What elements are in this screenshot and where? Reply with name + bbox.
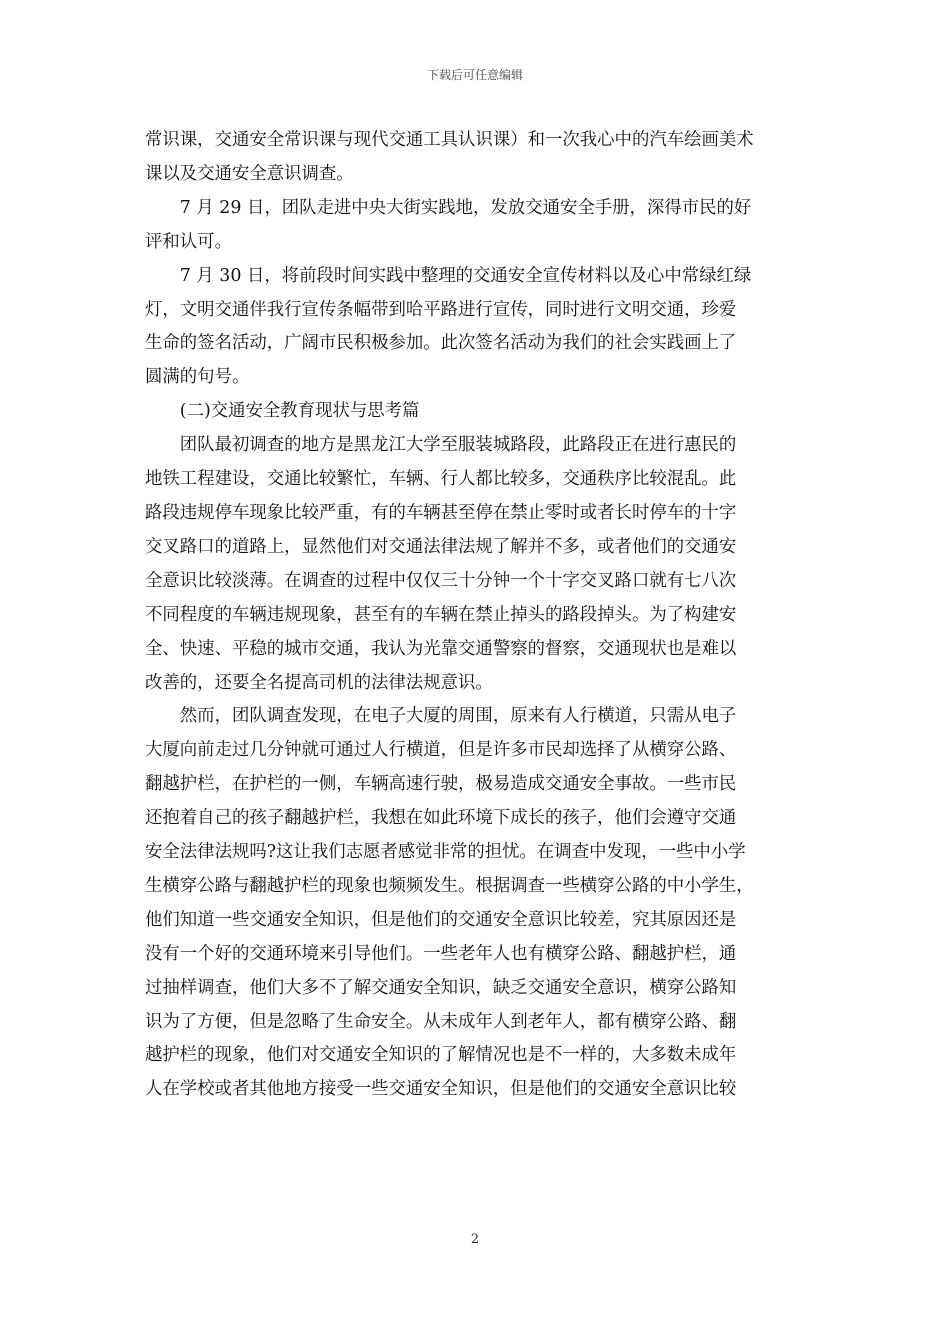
header-note: 下载后可任意编辑	[426, 68, 523, 82]
text-line: 地铁工程建设，交通比较繁忙，车辆、行人都比较多，交通秩序比较混乱。此	[145, 469, 737, 490]
text-line: 翻越护栏，在护栏的一侧，车辆高速行驶，极易造成交通安全事故。一些市民	[145, 774, 737, 795]
text-line: 7 月 29 日，团队走进中央大街实践地，发放交通安全手册，深得市民的好	[145, 197, 752, 218]
paragraph	[145, 260, 807, 396]
text-line: 安全法律法规吗?这让我们志愿者感觉非常的担忧。在调查中发现，一些中小学	[145, 842, 746, 863]
paragraph	[145, 700, 807, 1107]
text-line: 越护栏的现象，他们对交通安全知识的了解情况也是不一样的，大多数未成年	[145, 1045, 737, 1066]
text-line: 圆满的句号。	[145, 367, 250, 388]
text-line: 全、快速、平稳的城市交通，我认为光靠交通警察的督察，交通现状也是难以	[145, 638, 737, 659]
text-line: 团队最初调查的地方是黑龙江大学至服装城路段，此路段正在进行惠民的	[145, 435, 737, 456]
paragraph	[145, 395, 807, 429]
text-line: 评和认可。	[145, 231, 232, 252]
paragraph	[145, 124, 807, 192]
text-line: 交叉路口的道路上，显然他们对交通法律法规了解并不多，或者他们的交通安	[145, 536, 737, 557]
text-line: 生命的签名活动，广阔市民积极参加。此次签名活动为我们的社会实践画上了	[145, 333, 737, 354]
text-line: 识为了方便，但是忽略了生命安全。从未成年人到老年人，都有横穿公路、翻	[145, 1011, 737, 1032]
text-line: 不同程度的车辆违规现象，甚至有的车辆在禁止掉头的路段掉头。为了构建安	[145, 604, 737, 625]
text-line: 课以及交通安全意识调查。	[145, 163, 354, 184]
paragraph	[145, 429, 807, 700]
page-number: 2	[470, 1232, 480, 1247]
text-line: 然而，团队调查发现，在电子大厦的周围，原来有人行横道，只需从电子	[145, 706, 737, 727]
text-line: 没有一个好的交通环境来引导他们。一些老年人也有横穿公路、翻越护栏，通	[145, 943, 737, 964]
text-line: 改善的，还要全名提高司机的法律法规意识。	[145, 672, 493, 693]
text-line: 大厦向前走过几分钟就可通过人行横道，但是许多市民却选择了从横穿公路、	[145, 740, 737, 761]
text-line: 还抱着自己的孩子翻越护栏，我想在如此环境下成长的孩子，他们会遵守交通	[145, 808, 737, 829]
text-line: 灯，文明交通伴我行宣传条幅带到哈平路进行宣传，同时进行文明交通，珍爱	[145, 299, 737, 320]
text-line: 7 月 30 日，将前段时间实践中整理的交通安全宣传材料以及心中常绿红绿	[145, 265, 752, 286]
text-line: 过抽样调查，他们大多不了解交通安全知识，缺乏交通安全意识，横穿公路知	[145, 977, 737, 998]
text-line: 全意识比较淡薄。在调查的过程中仅仅三十分钟一个十字交叉路口就有七八次	[145, 570, 737, 591]
text-line: 生横穿公路与翻越护栏的现象也频频发生。根据调查一些横穿公路的中小学生，	[145, 875, 754, 896]
text-line: 他们知道一些交通安全知识，但是他们的交通安全意识比较差，究其原因还是	[145, 909, 737, 930]
text-line: 常识课，交通安全常识课与现代交通工具认识课）和一次我心中的汽车绘画美术	[145, 130, 754, 150]
body-text	[145, 124, 807, 1107]
text-line: 人在学校或者其他地方接受一些交通安全知识，但是他们的交通安全意识比较	[145, 1079, 737, 1100]
paragraph	[145, 192, 807, 260]
text-line: (二)交通安全教育现状与思考篇	[145, 401, 420, 422]
text-line: 路段违规停车现象比较严重，有的车辆甚至停在禁止零时或者长时停车的十字	[145, 502, 737, 523]
